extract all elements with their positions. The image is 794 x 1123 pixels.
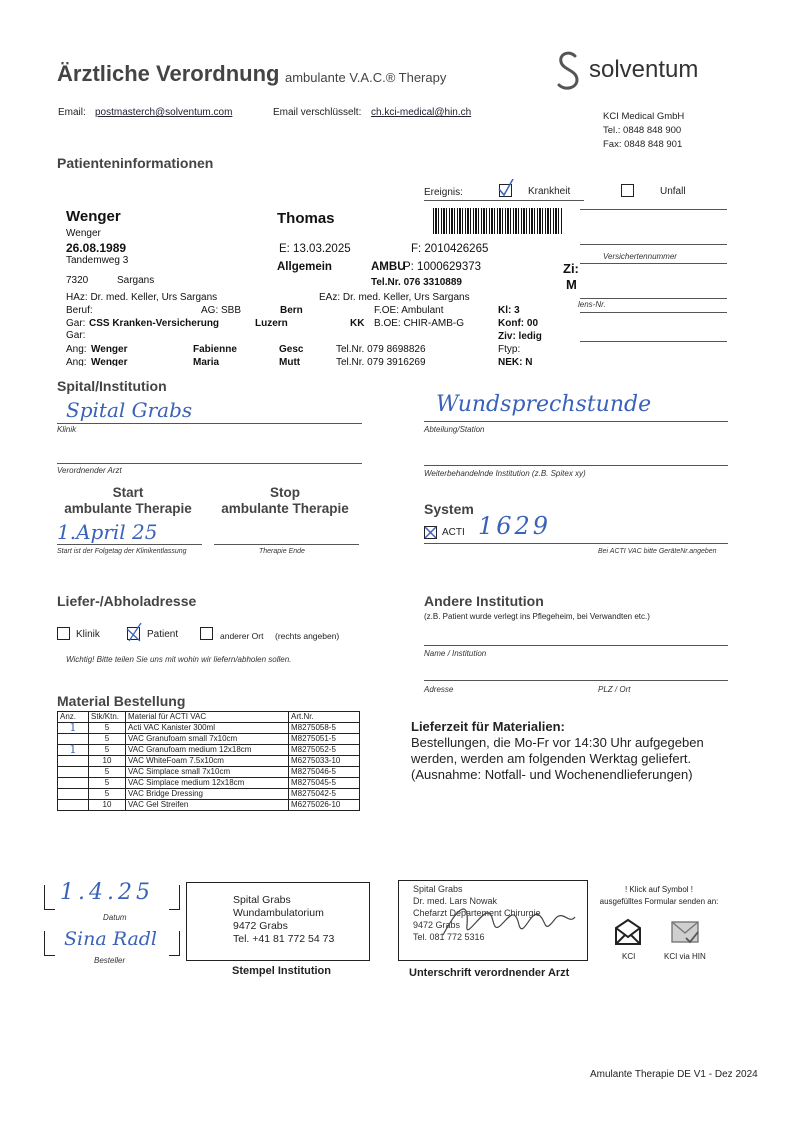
barcode [433,208,563,234]
material-art-nr: M8275045-5 [289,778,360,789]
patient-boe: B.OE: CHIR-AMB-G [374,318,465,329]
kci-hin-label: KCI via HIN [664,952,706,961]
delivery-patient-checkbox[interactable] [127,627,140,640]
doctor-signature-box [398,880,588,961]
patient-p-number: P: 1000629373 [403,261,482,273]
material-art-nr: M6275026-10 [289,800,360,811]
klinik-value[interactable]: Spital Grabs [66,398,193,422]
stamp1-line4: Tel. +41 81 772 54 73 [233,933,335,945]
device-number-value[interactable]: 1629 [478,512,552,540]
material-name: VAC Simplace medium 12x18cm [126,778,289,789]
versichertennummer-label: Versichertennummer [603,252,677,261]
stop-title-2: ambulante Therapie [221,501,349,516]
patient-ziv: Ziv: ledig [498,331,542,342]
ang2-tel: Tel.Nr. 079 3916269 [336,357,426,366]
col-material: Material für ACTI VAC [126,712,289,723]
stop-title [213,485,357,517]
acti-checkbox[interactable] [424,526,437,539]
patient-haz: HAz: Dr. med. Keller, Urs Sargans [66,292,218,303]
arzt-label: Verordnender Arzt [57,466,122,475]
table-row [58,767,360,778]
company-fax: Fax: 0848 848 901 [603,139,683,150]
patient-foe: F.OE: Ambulant [374,305,444,316]
material-qty[interactable] [58,767,89,778]
material-art-nr: M8275058-5 [289,723,360,734]
material-art-nr: M8275046-5 [289,767,360,778]
order-date-value[interactable]: 1.4.25 [60,880,154,905]
start-title-1: Start [112,485,144,500]
material-qty[interactable] [58,789,89,800]
unfall-label: Unfall [660,186,686,197]
patient-konf: Konf: 00 [498,318,538,329]
ang1-name: Wenger [91,344,128,355]
table-row [58,789,360,800]
besteller-value[interactable]: Sina Radl [64,928,158,950]
delivery-other-note: (rechts angeben) [275,631,340,641]
kci-label: KCI [622,952,636,961]
start-date-value[interactable]: 1.April 25 [57,520,158,544]
partial-nr-label: lens-Nr. [578,300,606,309]
table-row [58,800,360,811]
order-date-label: Datum [103,913,127,922]
material-header-row [58,712,360,723]
patient-ambu: AMBU [371,261,406,273]
weiter-label: Weiterbehandelnde Institution (z.B. Spitex xy) [424,469,586,478]
delivery-patient-label: Patient [147,629,179,640]
email-link[interactable]: postmasterch@solventum.com [95,107,233,118]
material-art-nr: M8275052-5 [289,745,360,756]
stamp1-text [233,894,334,946]
stamp1-line1: Spital Grabs [233,894,291,906]
patient-ag: AG: SBB [201,305,242,316]
start-title [55,485,201,517]
table-row [58,723,360,734]
unfall-checkbox[interactable] [621,184,634,197]
partial-zi: Zi: [563,261,579,276]
material-pack-size: 5 [89,723,126,734]
andere-note: (z.B. Patient wurde verlegt ins Pflegeheim, bei Verwandten etc.) [424,612,650,621]
ang2-relation: Mutt [279,357,301,366]
abteilung-value[interactable]: Wundsprechstunde [436,392,652,417]
patient-nek: NEK: N [498,357,533,366]
material-qty[interactable] [58,756,89,767]
patient-last-name: Wenger [66,208,121,225]
patient-street: Tandemweg 3 [66,255,129,266]
patient-eaz: EAz: Dr. med. Keller, Urs Sargans [319,292,470,303]
stamp1-label: Stempel Institution [232,965,331,977]
stamp2-line4: 9472 Grabs [413,920,461,930]
material-art-nr: M8275051-5 [289,734,360,745]
delivery-klinik-checkbox[interactable] [57,627,70,640]
version-footer: Amulante Therapie DE V1 - Dez 2024 [590,1069,758,1080]
send-line2: ausgefülltes Formular senden an: [599,897,719,906]
send-instructions [594,884,724,908]
stamp1-line2: Wundambulatorium [233,907,324,919]
patient-kl: Kl: 3 [498,305,520,316]
form-title: Ärztliche Verordnung [57,61,280,86]
delivery-note: Wichtig! Bitte teilen Sie uns mit wohin wir liefern/abholen sollen. [66,655,292,664]
envelope-icon [613,918,643,946]
material-title: Material Bestellung [57,693,186,709]
material-pack-size: 5 [89,734,126,745]
enc-email-link[interactable]: ch.kci-medical@hin.ch [371,107,472,118]
besteller-label: Besteller [94,956,126,965]
material-pack-size: 5 [89,778,126,789]
patient-f-number: F: 2010426265 [411,243,489,255]
material-name: VAC WhiteFoam 7.5x10cm [126,756,289,767]
ereignis-label: Ereignis: [424,187,463,198]
ang2-label: Ang: [66,357,87,366]
material-qty[interactable] [58,778,89,789]
institution-stamp [186,882,370,961]
andere-name-label: Name / Institution [424,649,487,658]
stop-title-1: Stop [270,485,300,500]
company-tel: Tel.: 0848 848 900 [603,125,682,136]
material-name: VAC Granufoam medium 12x18cm [126,745,289,756]
partial-m: M [566,277,577,292]
material-qty[interactable] [58,800,89,811]
patient-entry-date: E: 13.03.2025 [279,243,351,255]
delivery-other-checkbox[interactable] [200,627,213,640]
material-name: Acti VAC Kanister 300ml [126,723,289,734]
patient-gar-label: Gar: [66,318,86,329]
patient-gar2: Gar: [66,330,86,341]
table-row [58,734,360,745]
patient-plz: 7320 [66,275,89,286]
acti-label: ACTI [442,527,465,538]
material-pack-size: 5 [89,767,126,778]
material-pack-size: 5 [89,789,126,800]
kci-hin-email-button[interactable] [670,918,700,946]
table-row [58,778,360,789]
ang2-row [60,357,580,366]
patient-ag-city: Bern [280,305,303,316]
ang1-label: Ang: [66,344,87,355]
lieferzeit-box [411,719,704,783]
patient-gar: CSS Kranken-Versicherung [89,318,220,329]
patient-tel: Tel.Nr. 076 3310889 [371,277,462,288]
patient-beruf: Beruf: [66,305,93,316]
device-label: Bei ACTI VAC bitte GeräteNr.angeben [598,548,717,555]
delivery-klinik-label: Klinik [76,629,100,640]
stamp1-line3: 9472 Grabs [233,920,288,932]
delivery-other-label: anderer Ort [220,631,264,641]
spital-section-title: Spital/Institution [57,378,167,394]
solventum-logo-icon [553,50,583,92]
ang2-name: Wenger [91,357,128,366]
stamp2-line1: Spital Grabs [413,884,463,894]
patient-gar-city: Luzern [255,318,288,329]
col-stk: Stk/Ktn. [89,712,126,723]
stop-label: Therapie Ende [259,548,305,555]
brand-name: solventum [589,56,699,83]
stamp2-line5: Tel. 081 772 5316 [413,932,485,942]
lieferzeit-title: Lieferzeit für Materialien: [411,719,565,734]
delivery-title: Liefer-/Abholadresse [57,593,197,609]
klinik-label: Klinik [57,425,77,434]
patient-ftyp: Ftyp: [498,344,521,355]
material-pack-size: 5 [89,745,126,756]
system-title: System [424,501,474,517]
table-row [58,745,360,756]
material-qty[interactable]: 1 [58,745,89,756]
andere-adresse-label: Adresse [424,685,454,694]
start-title-2: ambulante Therapie [64,501,192,516]
material-name: VAC Granufoam small 7x10cm [126,734,289,745]
patient-section-title: Patienteninformationen [57,155,214,171]
enc-email-label: Email verschlüsselt: [273,107,362,118]
abteilung-label: Abteilung/Station [424,425,485,434]
ang1-first: Fabienne [193,344,237,355]
material-pack-size: 10 [89,756,126,767]
lieferzeit-line2: werden, werden am folgenden Werktag geliefert. [411,751,692,766]
secure-envelope-icon [670,918,700,946]
table-row [58,756,360,767]
ang1-relation: Gesc [279,344,304,355]
stamp2-line3: Chefarzt Departement Chirurgie [413,908,541,918]
material-pack-size: 10 [89,800,126,811]
material-name: VAC Bridge Dressing [126,789,289,800]
doctor-signature-scribble [439,895,579,945]
stamp2-line2: Dr. med. Lars Nowak [413,896,498,906]
krankheit-label: Krankheit [528,186,571,197]
krankheit-checkbox[interactable] [499,184,512,197]
patient-kk: KK [350,318,365,329]
patient-city: Sargans [117,275,155,286]
kci-email-button[interactable] [613,918,643,946]
stamp2-label: Unterschrift verordnender Arzt [409,967,570,979]
col-artnr: Art.Nr. [289,712,360,723]
send-line1: ! Klick auf Symbol ! [624,885,694,894]
email-label: Email: [58,107,86,118]
patient-dob: 26.08.1989 [66,241,127,255]
ang1-tel-label: Tel.Nr. 079 8698826 [336,344,426,355]
company-name: KCI Medical GmbH [603,111,685,122]
ang2-first: Maria [193,357,220,366]
company-info [603,110,684,152]
material-table [57,711,360,811]
material-name: VAC Simplace small 7x10cm [126,767,289,778]
patient-first-name: Thomas [277,210,335,227]
andere-plz-label: PLZ / Ort [598,685,631,694]
patient-category: Allgemein [277,261,332,273]
patient-last-name-2: Wenger [66,228,101,239]
form-subtitle: ambulante V.A.C.® Therapy [285,70,447,85]
material-name: VAC Gel Streifen [126,800,289,811]
start-label: Start ist der Folgetag der Klinikentlassung [57,548,187,555]
lieferzeit-line1: Bestellungen, die Mo-Fr vor 14:30 Uhr aufgegeben [411,735,704,750]
material-art-nr: M6275033-10 [289,756,360,767]
material-art-nr: M8275042-5 [289,789,360,800]
lieferzeit-line3: (Ausnahme: Notfall- und Wochenendlieferungen) [411,767,693,782]
col-anz: Anz. [58,712,89,723]
material-qty[interactable]: 1 [58,723,89,734]
andere-title: Andere Institution [424,593,544,609]
